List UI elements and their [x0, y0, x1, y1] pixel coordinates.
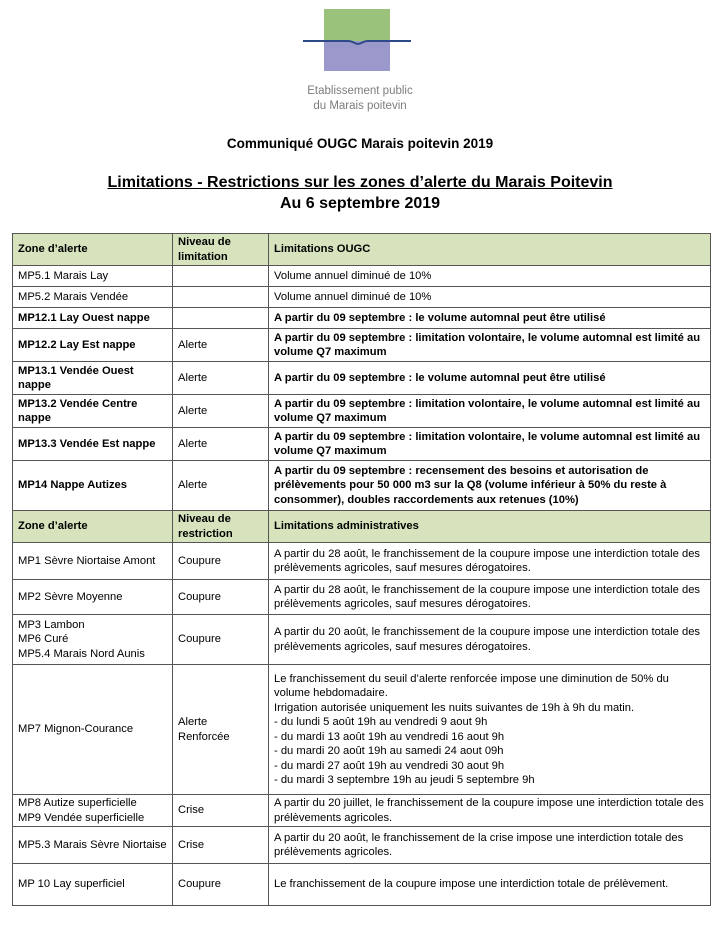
table-row: [13, 665, 711, 795]
table-row: [13, 461, 711, 511]
table-header-admin: [13, 511, 711, 543]
limitation-cell: A partir du 20 juillet, le franchissement de la coupure impose une interdiction totale des prélèvements agricoles.: [269, 795, 711, 827]
limitation-cell: Le franchissement du seuil d’alerte renforcée impose une diminution de 50% du volume hebdomadaire. Irrigation autorisée uniquement les nuits suivantes de 19h à 9h du matin. - du lundi 5 août 19h au vendredi 9 aout 9h - du mardi 13 août 19h au vendredi 16 aout 9h - du mardi 20 août 19h au samedi 24 aout 09h - du mardi 27 août 19h au vendredi 30 aout 9h - du mardi 3 septembre 19h au jeudi 5 septembre 9h: [269, 665, 711, 795]
limitation-cell: Le franchissement de la coupure impose une interdiction totale de prélèvement.: [269, 864, 711, 906]
zone-cell: MP5.2 Marais Vendée: [13, 287, 173, 308]
limitation-cell: A partir du 09 septembre : limitation volontaire, le volume automnal est limité au volume Q7 maximum: [269, 428, 711, 461]
level-cell: Alerte Renforcée: [173, 665, 269, 795]
table-row: [13, 795, 711, 827]
zone-cell: MP 10 Lay superficiel: [13, 864, 173, 906]
table-row: [13, 308, 711, 329]
header-zone: Zone d’alerte: [13, 511, 173, 543]
zone-cell: MP3 Lambon MP6 Curé MP5.4 Marais Nord Aunis: [13, 615, 173, 665]
level-cell: [173, 308, 269, 329]
zone-cell: MP2 Sèvre Moyenne: [13, 580, 173, 615]
level-cell: Coupure: [173, 580, 269, 615]
org-name-line2: du Marais poitevin: [313, 100, 407, 112]
level-cell: Crise: [173, 827, 269, 864]
limitation-cell: Volume annuel diminué de 10%: [269, 266, 711, 287]
limitation-cell: A partir du 09 septembre : recensement des besoins et autorisation de prélèvements pour 50 000 m3 sur la Q8 (volume inférieur à 50% du reste à consommer), doubles raccordements aux retenues (10%): [269, 461, 711, 511]
header-zone: Zone d’alerte: [13, 234, 173, 266]
limitation-cell: A partir du 20 août, le franchissement de la crise impose une interdiction totale des prélèvements agricoles.: [269, 827, 711, 864]
header-level: Niveau de restriction: [173, 511, 269, 543]
limitation-cell: Volume annuel diminué de 10%: [269, 287, 711, 308]
zone-cell: MP7 Mignon-Courance: [13, 665, 173, 795]
table-row: [13, 827, 711, 864]
zone-cell: MP13.2 Vendée Centre nappe: [13, 395, 173, 428]
header-level: Niveau de limitation: [173, 234, 269, 266]
level-cell: Alerte: [173, 329, 269, 362]
limitations-table: [12, 233, 711, 906]
table-row: [13, 543, 711, 580]
table-row: [13, 580, 711, 615]
zone-cell: MP13.3 Vendée Est nappe: [13, 428, 173, 461]
level-cell: [173, 266, 269, 287]
table-header-ougc: [13, 234, 711, 266]
level-cell: Alerte: [173, 395, 269, 428]
logo: [303, 9, 411, 73]
limitation-cell: A partir du 28 août, le franchissement de la coupure impose une interdiction totale des prélèvements agricoles, sauf mesures dérogatoires.: [269, 580, 711, 615]
wave-icon: [303, 35, 411, 47]
level-cell: Alerte: [173, 362, 269, 395]
table-row: [13, 428, 711, 461]
table-row: [13, 362, 711, 395]
level-cell: Crise: [173, 795, 269, 827]
zone-cell: MP5.1 Marais Lay: [13, 266, 173, 287]
level-cell: Alerte: [173, 428, 269, 461]
level-cell: [173, 287, 269, 308]
level-cell: Coupure: [173, 864, 269, 906]
zone-cell: MP13.1 Vendée Ouest nappe: [13, 362, 173, 395]
level-cell: Coupure: [173, 615, 269, 665]
page-title: Limitations - Restrictions sur les zones d’alerte du Marais Poitevin: [107, 174, 613, 191]
table-row: [13, 615, 711, 665]
limitation-cell: A partir du 09 septembre : limitation volontaire, le volume automnal est limité au volume Q7 maximum: [269, 395, 711, 428]
level-cell: Coupure: [173, 543, 269, 580]
zone-cell: MP1 Sèvre Niortaise Amont: [13, 543, 173, 580]
zone-cell: MP12.1 Lay Ouest nappe: [13, 308, 173, 329]
table-row: [13, 864, 711, 906]
table-row: [13, 266, 711, 287]
zone-cell: MP5.3 Marais Sèvre Niortaise: [13, 827, 173, 864]
header-limitations: Limitations administratives: [269, 511, 711, 543]
table-row: [13, 395, 711, 428]
zone-cell: MP14 Nappe Autizes: [13, 461, 173, 511]
org-name-line1: Etablissement public: [307, 85, 413, 97]
header-limitations: Limitations OUGC: [269, 234, 711, 266]
page-subtitle: Au 6 septembre 2019: [279, 195, 441, 212]
table-row: [13, 329, 711, 362]
limitation-cell: A partir du 20 août, le franchissement de la coupure impose une interdiction totale des prélèvements agricoles, sauf mesures dérogatoires.: [269, 615, 711, 665]
table-row: [13, 287, 711, 308]
level-cell: Alerte: [173, 461, 269, 511]
zone-cell: MP12.2 Lay Est nappe: [13, 329, 173, 362]
communique-heading: Communiqué OUGC Marais poitevin 2019: [226, 136, 494, 151]
limitation-cell: A partir du 28 août, le franchissement de la coupure impose une interdiction totale des prélèvements agricoles, sauf mesures dérogatoires.: [269, 543, 711, 580]
zone-cell: MP8 Autize superficielle MP9 Vendée superficielle: [13, 795, 173, 827]
limitation-cell: A partir du 09 septembre : limitation volontaire, le volume automnal est limité au volume Q7 maximum: [269, 329, 711, 362]
limitation-cell: A partir du 09 septembre : le volume automnal peut être utilisé: [269, 362, 711, 395]
limitation-cell: A partir du 09 septembre : le volume automnal peut être utilisé: [269, 308, 711, 329]
